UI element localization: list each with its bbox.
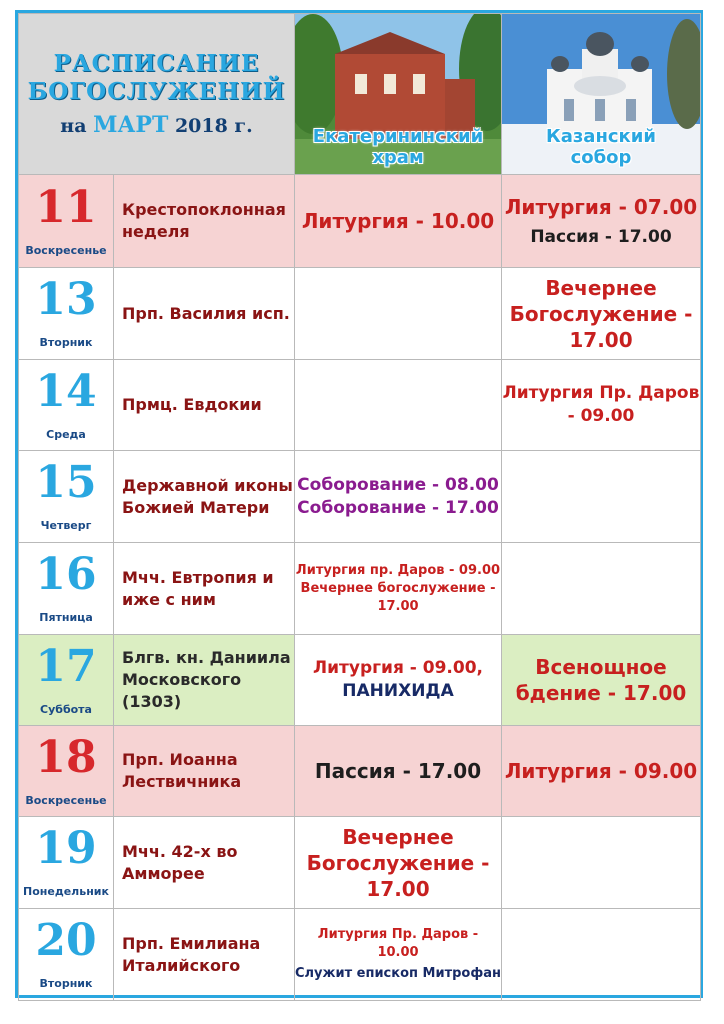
schedule-row — [19, 543, 701, 635]
service-line: Пассия - 17.00 — [314, 759, 482, 783]
schedule-row — [19, 909, 701, 1001]
day-number: 14 — [35, 365, 97, 417]
day-number: 16 — [35, 549, 97, 600]
church2-service — [502, 175, 701, 268]
weekday: Вторник — [39, 977, 93, 990]
day-cell — [19, 817, 114, 909]
weekday: Пятница — [39, 611, 93, 624]
date-prefix: на — [60, 115, 87, 137]
service-line: Вечернее богослужение - 17.00 — [300, 580, 496, 614]
day-cell — [19, 543, 114, 635]
weekday: Понедельник — [23, 885, 109, 898]
weekday: Среда — [46, 427, 86, 441]
church2-service — [502, 817, 701, 909]
service-line: Литургия - 09.00, — [313, 658, 483, 678]
church2-service — [502, 360, 701, 451]
service-line: Литургия - 10.00 — [301, 209, 495, 233]
church1-service — [295, 726, 502, 817]
schedule-row — [19, 726, 701, 817]
day-number: 15 — [35, 457, 97, 508]
day-number: 11 — [35, 181, 97, 233]
weekday: Воскресенье — [25, 793, 107, 807]
day-cell — [19, 360, 114, 451]
weekday: Вторник — [39, 336, 93, 349]
schedule-table — [18, 13, 701, 1001]
day-cell — [19, 726, 114, 817]
church2-service — [502, 543, 701, 635]
feast-name: Прп. Иоанна Лествичника — [114, 726, 295, 817]
church1-service — [295, 817, 502, 909]
feast-name: Прмц. Евдокии — [114, 360, 295, 451]
church2-service — [502, 726, 701, 817]
service-line: Соборование - 17.00 — [297, 497, 499, 518]
church2-caption-line1: Казанский — [545, 126, 656, 147]
schedule-row — [19, 451, 701, 543]
feast-name: Блгв. кн. Даниила Московского (1303) — [114, 635, 295, 726]
church1-photo — [295, 14, 502, 175]
service-line: Литургия - 09.00 — [504, 759, 698, 783]
title-line-2: БОГОСЛУЖЕНИЙ — [27, 78, 286, 105]
service-line: Литургия - 07.00 — [504, 194, 698, 219]
date-year: 2018 г. — [174, 115, 253, 137]
church2-service — [502, 635, 701, 726]
church2-service — [502, 268, 701, 360]
header-row — [19, 14, 701, 175]
title-line-1: РАСПИСАНИЕ — [53, 50, 260, 77]
day-number: 13 — [35, 274, 97, 325]
day-number: 19 — [35, 823, 97, 874]
feast-name: Мчч. Евтропия и иже с ним — [114, 543, 295, 635]
church1-service — [295, 909, 502, 1001]
schedule-row — [19, 635, 701, 726]
feast-name: Мчч. 42-х во Амморее — [114, 817, 295, 909]
church1-service — [295, 543, 502, 635]
church1-service — [295, 268, 502, 360]
weekday: Воскресенье — [25, 243, 107, 257]
church1-service — [295, 451, 502, 543]
feast-name: Державной иконы Божией Матери — [114, 451, 295, 543]
church2-caption — [502, 126, 700, 168]
church2-caption-line2: собор — [570, 147, 632, 168]
feast-name: Прп. Василия исп. — [114, 268, 295, 360]
schedule-row — [19, 175, 701, 268]
service-line: Вечернее Богослужение - 17.00 — [509, 275, 693, 352]
service-line: Литургия пр. Даров - 09.00 — [295, 562, 501, 578]
church2-service — [502, 451, 701, 543]
day-number: 20 — [35, 915, 97, 966]
day-number: 18 — [35, 731, 97, 783]
schedule-row — [19, 817, 701, 909]
church2-photo — [502, 14, 701, 175]
church1-service — [295, 360, 502, 451]
church1-caption — [295, 126, 501, 168]
service-line: Вечернее Богослужение - 17.00 — [306, 824, 490, 901]
church1-service — [295, 175, 502, 268]
schedule-row — [19, 268, 701, 360]
weekday: Четверг — [40, 519, 92, 532]
service-line: Всенощное бдение - 17.00 — [515, 655, 687, 705]
date-month: МАРТ — [93, 112, 169, 138]
service-line: ПАНИХИДА — [342, 681, 454, 701]
service-line: Литургия Пр. Даров - 10.00 — [317, 927, 479, 960]
schedule-title — [19, 14, 295, 175]
church1-service — [295, 635, 502, 726]
day-cell — [19, 268, 114, 360]
service-line: Литургия Пр. Даров - 09.00 — [502, 383, 700, 426]
service-line: Служит епископ Митрофан — [295, 966, 501, 981]
day-cell — [19, 909, 114, 1001]
day-cell — [19, 451, 114, 543]
title-date — [19, 112, 294, 138]
feast-name: Крестопоклонная неделя — [114, 175, 295, 268]
schedule-row — [19, 360, 701, 451]
service-line: Соборование - 08.00 — [297, 474, 499, 495]
day-cell — [19, 175, 114, 268]
service-line: Пассия - 17.00 — [530, 226, 672, 247]
church1-caption-line1: Екатерининский — [312, 126, 484, 147]
church2-service — [502, 909, 701, 1001]
weekday: Суббота — [40, 702, 92, 716]
church1-caption-line2: храм — [372, 147, 424, 168]
feast-name: Прп. Емилиана Италийского — [114, 909, 295, 1001]
day-number: 17 — [35, 640, 97, 692]
day-cell — [19, 635, 114, 726]
